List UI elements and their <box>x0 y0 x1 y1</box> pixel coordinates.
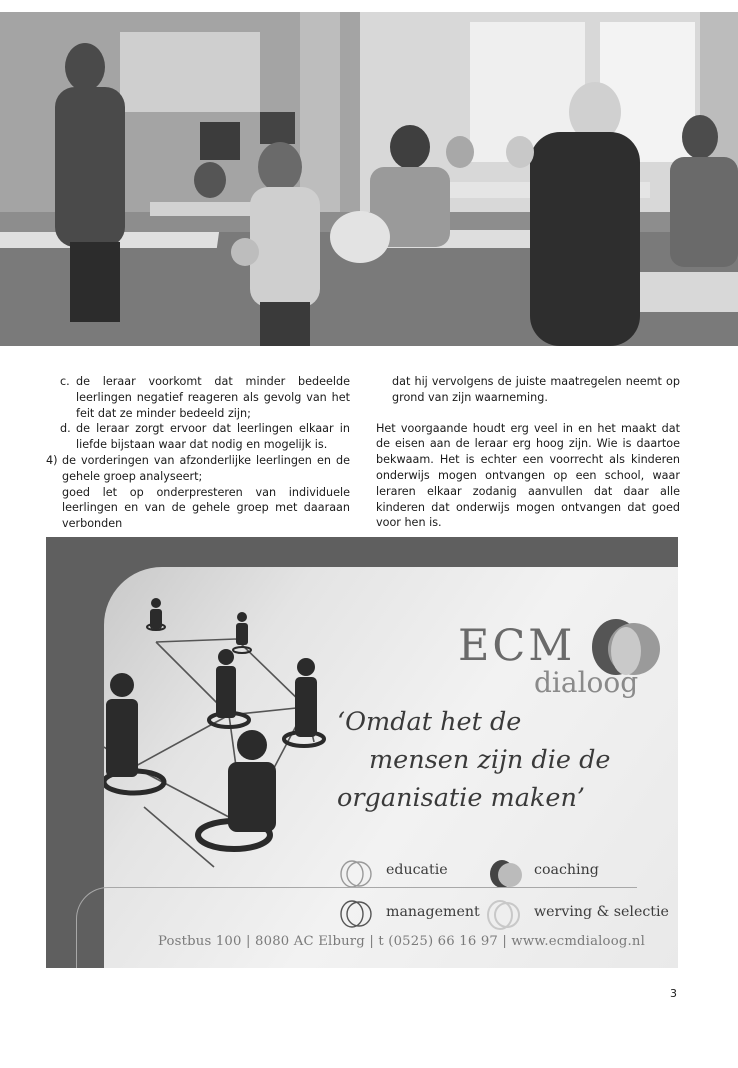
list-marker: 4) <box>46 453 58 467</box>
ad-contact-footer: Postbus 100 | 8080 AC Elburg | t (0525) 66 16 97 | www.ecmdialoog.nl <box>158 934 645 949</box>
ecm-advertisement <box>46 537 678 968</box>
page-number: 3 <box>670 987 677 1000</box>
list-item-text: de vorderingen van afzonderlijke leerlingen en de gehele groep analyseert; <box>62 453 350 483</box>
article-column-left <box>46 374 350 532</box>
list-item-d <box>46 421 350 453</box>
paragraph: dat hij vervolgens de juiste maatregelen neemt op grond van zijn waarneming. <box>392 375 680 404</box>
list-marker: d. <box>60 422 71 436</box>
list-item-c <box>46 374 350 421</box>
list-item-text: de leraar zorgt ervoor dat leerlingen elkaar in liefde bijstaan waar dat nodig en mogelijk is. <box>76 422 350 452</box>
slogan-line: organisatie maken’ <box>337 783 585 813</box>
brand-subtitle: dialoog <box>534 666 639 699</box>
ad-slogan <box>337 703 667 817</box>
service-management: management <box>386 904 480 920</box>
brand-name: ECM <box>458 621 576 671</box>
classroom-photo <box>0 12 738 346</box>
service-coaching: coaching <box>534 862 599 878</box>
paragraph: goed let op onderpresteren van individuele leerlingen en van de gehele groep met daaraan verbonden <box>62 485 350 531</box>
footer-divider <box>76 887 637 968</box>
coaching-icon <box>487 857 523 891</box>
list-item-text: de leraar voorkomt dat minder bedeelde leerlingen negatief reageren als gevolg van het feit dat ze minder bedeeld zijn; <box>76 375 350 420</box>
slogan-line: ‘Omdat het de <box>337 707 522 737</box>
list-item-4 <box>46 453 350 485</box>
service-educatie: educatie <box>386 862 448 878</box>
service-werving-selectie: werving & selectie <box>534 904 669 920</box>
article-column-right <box>376 374 680 531</box>
slogan-line: mensen zijn die de <box>369 745 611 775</box>
poster <box>120 32 260 112</box>
list-marker: c. <box>60 375 70 388</box>
educatie-icon <box>337 857 373 891</box>
paragraph: Het voorgaande houdt erg veel in en het maakt dat de eisen aan de leraar erg hoog zijn. Wie is daartoe bekwaam. Het is echter een voorrecht als kinderen onderwijs mogen ontvangen op een school, waar leraren elkaar zodanig aanvullen dat daar alle kinderen dat onderwijs mogen ontvangen dat goed voor hen is. <box>376 421 680 530</box>
